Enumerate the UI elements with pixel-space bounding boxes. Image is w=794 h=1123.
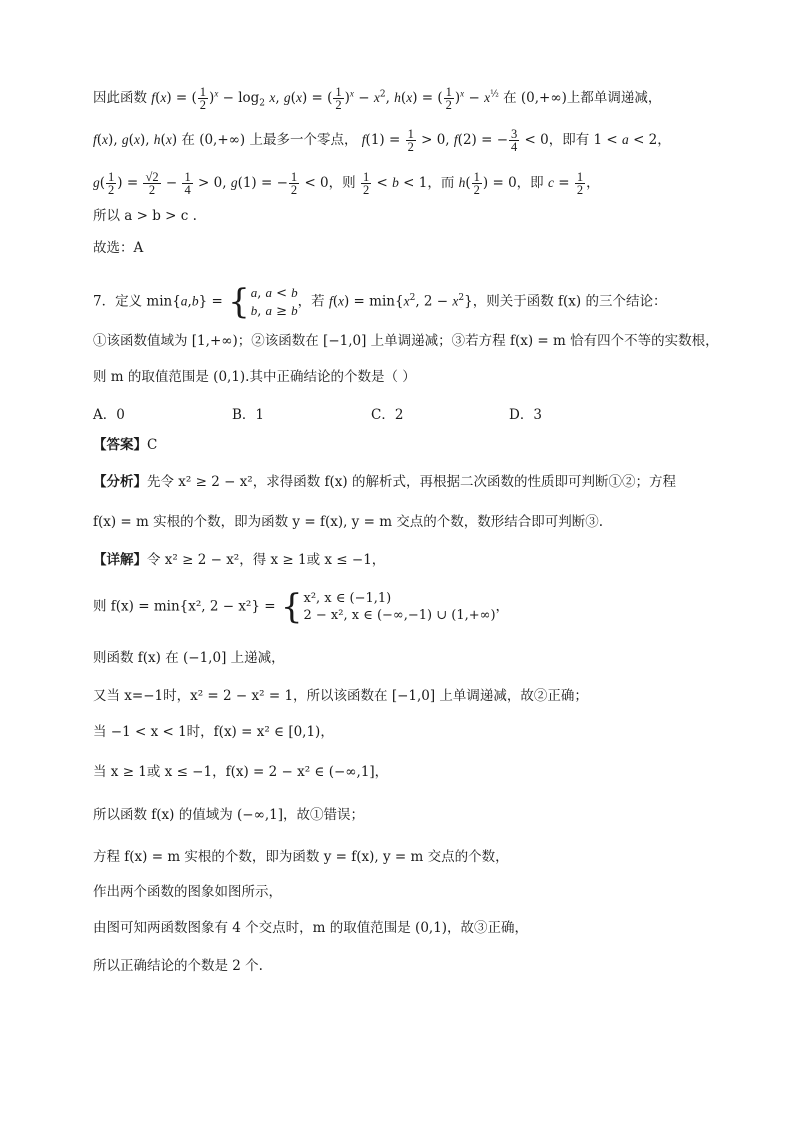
intro-line-2: f(x), g(x), h(x) 在 (0,+∞) 上最多一个零点， f(1) = $\frac{1}{2}$ > 0, f(2) = − $\frac{3}{4}$ < 0，即有 1 < a < 2， (93, 127, 671, 154)
question-7-statements-1: ①该函数值域为 [1,+∞)；②该函数在 [−1,0] 上单调递减；③若方程 f(x) = m 恰有四个不等的实数根， (93, 333, 719, 349)
intro-line-4: 所以 a > b > c . (93, 208, 197, 224)
answer-line (93, 435, 734, 455)
answer-label: 【答案】 (93, 437, 147, 453)
answer-value: C (147, 437, 158, 453)
case-1: x², x ∈ (−1,1) (303, 591, 392, 606)
analysis-line-1: 【分析】先令 x² ≥ 2 − x²，求得函数 f(x) 的解析式，再根据二次函数的性质即可判断①②；方程 (93, 474, 676, 490)
text: 因此函数 (93, 90, 152, 106)
analysis-line-2: f(x) = m 实根的个数，即为函数 y = f(x), y = m 交点的个数，数形结合即可判断③. (93, 514, 604, 530)
detail-line-8: 方程 f(x) = m 实根的个数，即为函数 y = f(x), y = m 交点的个数， (93, 849, 509, 865)
intro-line-3: g( $\frac{1}{2}$ ) = $\frac{√2}{2}$ − $\frac{1}{4}$ > 0, g(1) = − $\frac{1}{2}$ < 0，则 $\frac{1}{2}$ < b < 1，而 h( $\frac{1}{2}$ ) = 0，即 c = $\frac{1}{2}$ ， (93, 170, 600, 197)
detail-line-1: 【详解】令 x² ≥ 2 − x²，得 x ≥ 1或 x ≤ −1， (93, 552, 386, 568)
intro-line-1: 因此函数 f(x) = ( $\frac{1}{2}$ )$^x - \log_2 x$, g(x) = ( $\frac{1}{2}$ )$^x - x^2$, h(x) = ( $\frac{1}{2}$ )$^x - x^{\frac{1}{2}}$ 在 (0,+∞)上都单调递减， (93, 85, 662, 112)
intro-line-5: 故选：A (93, 240, 144, 256)
detail-line-6: 当 x ≥ 1或 x ≤ −1，f(x) = 2 − x² ∈ (−∞,1]， (93, 764, 389, 780)
text: 上都单调递减， (566, 90, 662, 106)
detail-line-9: 作出两个函数的图象如图所示， (93, 884, 282, 900)
detail-line-4: 又当 x=−1时，x² = 2 − x² = 1，所以该函数在 [−1,0] 上单调递减，故②正确； (93, 688, 588, 704)
detail-line-11: 所以正确结论的个数是 2 个. (93, 958, 263, 974)
detail-line-3: 则函数 f(x) 在 (−1,0] 上递减， (93, 650, 285, 666)
case-2: 2 − x², x ∈ (−∞,−1) ∪ (1,+∞) (303, 608, 496, 623)
detail-line-5: 当 −1 < x < 1时，f(x) = x² ∈ [0,1)， (93, 724, 334, 740)
option-a: A．0 (93, 407, 125, 423)
option-b: B．1 (232, 407, 265, 423)
detail-line-10: 由图可知两函数图象有 4 个交点时，m 的取值范围是 (0,1)，故③正确， (93, 920, 529, 936)
detail-line-7: 所以函数 f(x) 的值域为 (−∞,1]，故①错误； (93, 807, 364, 823)
question-7-stem: 7．定义 min{a,b} = {a, a < b b, a ≥ b，若 $f(x) = \min\{x^2$, $2 - x^2$}，则关于函数 f(x) 的三个结论： (93, 282, 667, 322)
detail-line-2: 则 f(x) = min{x², 2 − x²} = {x², x ∈ (−1,1) 2 − x², x ∈ (−∞,−1) ∪ (1,+∞)， (93, 587, 510, 627)
detail-label: 【详解】 (93, 552, 147, 568)
option-d: D．3 (509, 407, 542, 423)
analysis-label: 【分析】 (93, 474, 147, 490)
option-c: C．2 (371, 407, 404, 423)
question-7-statements-2: 则 m 的取值范围是 (0,1).其中正确结论的个数是（ ） (93, 369, 416, 385)
